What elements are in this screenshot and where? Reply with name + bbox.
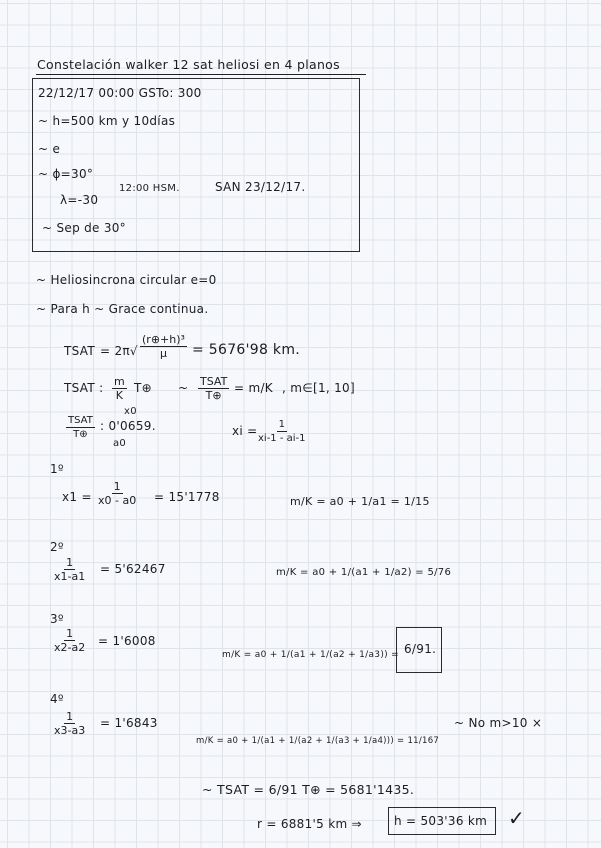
- para-h-note: ~ Para h ~ Grace continua.: [36, 302, 209, 316]
- step4-frac: $\frac{1}{x3-a3}$: [54, 710, 86, 737]
- a0-label: a0: [113, 438, 127, 449]
- tsat-formula: = 2π√: [100, 344, 138, 358]
- step3-frac: $\frac{1}{x2-a2}$: [54, 627, 86, 654]
- mk-frac: $\frac{m}{K}$: [114, 375, 125, 402]
- hsm-label: 12:00 HSM.: [119, 183, 180, 194]
- step2-frac: $\frac{1}{x1-a1}$: [54, 556, 86, 583]
- step3-mk: m/K = a0 + 1/(a1 + 1/(a2 + 1/a3)) =: [222, 650, 399, 660]
- final-tsat: ~ TSAT = 6/91 T⊕ = 5681'1435.: [202, 782, 415, 797]
- latitude-line: ~ ϕ=30°: [38, 167, 94, 181]
- date-line: 22/12/17 00:00 GSTo: 300: [38, 86, 202, 100]
- t-earth: T⊕: [134, 381, 152, 395]
- longitude-line: λ=-30: [60, 193, 99, 207]
- tsat-label: TSAT: [64, 344, 95, 358]
- final-radius: r = 6881'5 km ⇒: [257, 817, 362, 831]
- step1-label: 1º: [50, 462, 64, 476]
- eccentricity-line: ~ e: [38, 142, 61, 156]
- step2-mk: m/K = a0 + 1/(a1 + 1/a2) = 5/76: [276, 567, 452, 578]
- xi-frac: $\frac{1}{xi-1 - ai-1}$: [258, 419, 306, 444]
- ratio-eq-mk: = m/K: [234, 381, 273, 395]
- height-line: ~ h=500 km y 10días: [38, 114, 176, 128]
- title-underline: [36, 74, 366, 75]
- step3-value: = 1'6008: [98, 634, 156, 648]
- step2-label: 2º: [50, 540, 64, 554]
- check-mark-icon: ✓: [508, 806, 526, 830]
- step2-value: = 5'62467: [100, 562, 166, 576]
- ratio-value: : 0'0659.: [100, 419, 156, 433]
- helio-note: ~ Heliosincrona circular e=0: [36, 273, 217, 287]
- step4-value: = 1'6843: [100, 716, 158, 730]
- step3-result: 6/91.: [404, 642, 437, 656]
- separation-line: ~ Sep de 30°: [42, 221, 126, 235]
- ratio-frac-2: TSAT T⊕: [68, 415, 93, 440]
- m-range: , m∈[1, 10]: [282, 381, 355, 395]
- tilde-ratio: ~: [178, 381, 189, 395]
- step4-label: 4º: [50, 692, 64, 706]
- ratio-frac: TSAT T⊕: [200, 375, 228, 402]
- x0-label: x0: [124, 406, 137, 417]
- step4-mk: m/K = a0 + 1/(a1 + 1/(a2 + 1/(a3 + 1/a4))) = 11/167: [196, 736, 440, 746]
- page-title: Constelación walker 12 sat heliosi en 4 planos: [37, 57, 340, 72]
- step1-x1: x1 =: [62, 490, 92, 504]
- final-h: h = 503'36 km: [394, 814, 488, 828]
- step1-value: = 15'1778: [154, 490, 220, 504]
- san-label: SAN 23/12/17.: [215, 180, 306, 194]
- tsat-value: = 5676'98 km.: [192, 342, 301, 358]
- tsat2-label: TSAT :: [64, 381, 104, 395]
- step3-label: 3º: [50, 612, 64, 626]
- step1-mk: m/K = a0 + 1/a1 = 1/15: [290, 495, 430, 508]
- step4-note: ~ No m>10 ×: [454, 716, 543, 730]
- tsat-sqrt-frac: $\frac{\text{(r⊕+h)³}}{\mu}$: [142, 333, 185, 360]
- step1-frac: $\frac{1}{x0 - a0}$: [98, 480, 137, 507]
- xi-formula: xi =: [232, 424, 258, 438]
